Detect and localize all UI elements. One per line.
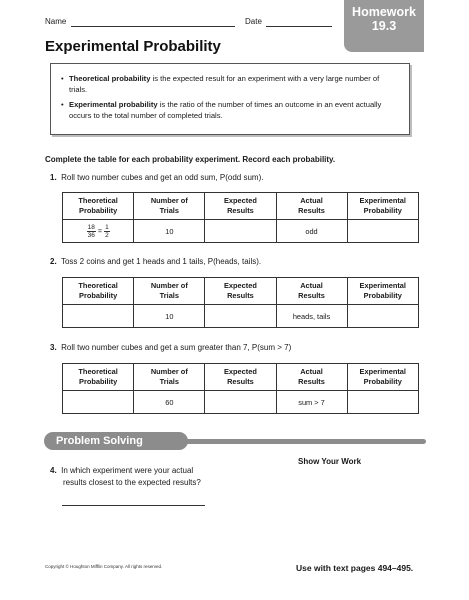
trials-cell: 10 [134,305,205,328]
expected-cell[interactable] [205,220,276,243]
definitions-box [50,63,410,135]
table-header-row [63,278,419,305]
text-pages-reference: Use with text pages 494–495. [296,563,414,573]
col-experimental: Experimental Probability [347,364,418,391]
table-header-row [63,193,419,220]
actual-cell: heads, tails [276,305,347,328]
col-expected: Expected Results [205,278,276,305]
problem-1-text: 1. Roll two number cubes and get an odd sum, P(odd sum). [50,173,264,182]
expected-cell[interactable] [205,305,276,328]
col-trials: Number of Trials [134,278,205,305]
col-actual: Actual Results [276,193,347,220]
experimental-cell[interactable] [347,391,418,414]
col-experimental: Experimental Probability [347,278,418,305]
table-header-row [63,364,419,391]
col-experimental: Experimental Probability [347,193,418,220]
problem-3-text: 3. Roll two number cubes and get a sum greater than 7, P(sum > 7) [50,343,292,352]
answer-line[interactable] [62,505,205,506]
actual-cell: sum > 7 [276,391,347,414]
col-theoretical: Theoretical Probability [63,193,134,220]
name-label: Name [45,17,67,26]
badge-line1: Homework [352,5,416,19]
expected-cell[interactable] [205,391,276,414]
col-trials: Number of Trials [134,193,205,220]
table-row [63,305,419,328]
experimental-cell[interactable] [347,220,418,243]
homework-badge [344,0,424,52]
page-title: Experimental Probability [45,38,221,55]
definition-experimental: • Experimental probability is the ratio of the number of times an outcome in an event actually occurs to the total number of completed trials. [61,99,399,121]
problem-solving-rule [150,439,426,444]
theoretical-cell[interactable] [63,391,134,414]
col-expected: Expected Results [205,364,276,391]
col-actual: Actual Results [276,278,347,305]
col-trials: Number of Trials [134,364,205,391]
theoretical-cell: $\frac{18}{36}$ = $\frac{1}{2}$ [63,220,134,243]
trials-cell: 60 [134,391,205,414]
theoretical-cell[interactable] [63,305,134,328]
show-your-work-label: Show Your Work [298,457,362,466]
fraction-1-2: $\frac{1}{2}$ [105,223,109,239]
problem-4-text: 4. In which experiment were your actual results closest to the expected results? [50,466,201,487]
col-theoretical: Theoretical Probability [63,364,134,391]
badge-line2: 19.3 [371,19,397,33]
experimental-cell[interactable] [347,305,418,328]
definition-theoretical: • Theoretical probability is the expected result for an experiment with a very large number of trials. [61,73,399,95]
copyright: Copyright © Houghton Mifflin Company. All rights reserved. [45,564,163,569]
table-row [63,391,419,414]
col-actual: Actual Results [276,364,347,391]
date-label: Date [245,17,262,26]
problem-2-text: 2. Toss 2 coins and get 1 heads and 1 tails, P(heads, tails). [50,257,262,266]
actual-cell: odd [276,220,347,243]
col-theoretical: Theoretical Probability [63,278,134,305]
problem-2-table [62,277,419,328]
problem-3-table [62,363,419,414]
name-field[interactable] [71,26,235,27]
instructions: Complete the table for each probability experiment. Record each probability. [45,155,336,164]
fraction-18-36: $\frac{18}{36}$ [87,223,95,239]
date-field[interactable] [266,26,332,27]
problem-solving-banner: Problem Solving [44,432,188,450]
trials-cell: 10 [134,220,205,243]
col-expected: Expected Results [205,193,276,220]
problem-1-table [62,192,419,243]
table-row [63,220,419,243]
